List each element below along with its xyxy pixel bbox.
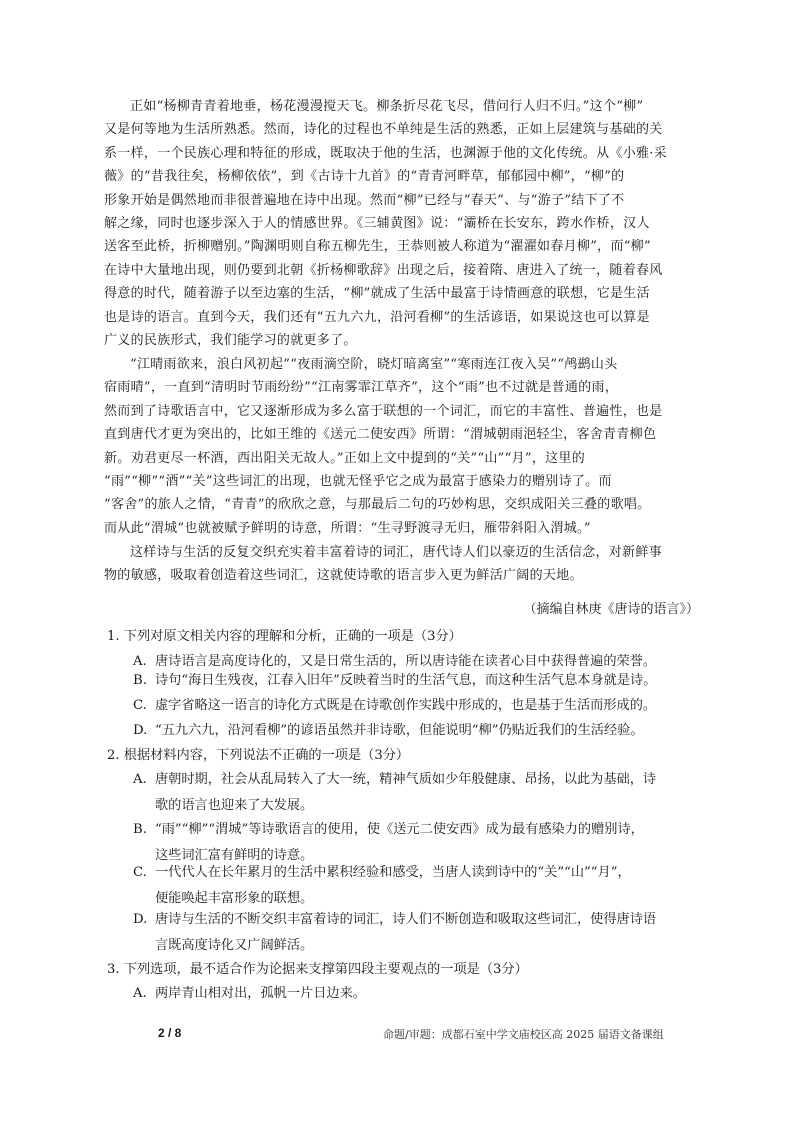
text-line: 薇》的“昔我往矣，杨柳依依”，到《古诗十九首》的“青青河畔草，郁郁园中柳”，“柳”的: [104, 169, 625, 185]
text-line: 解之缘，同时也逐步深入于人的情感世界。《三辅黄图》说：“灞桥在长安东，跨水作桥，汉人: [104, 216, 650, 232]
text-line: 在诗中大量地出现，则仍要到北朝《折杨柳歌辞》出现之后，接着隋、唐进入了统一，随着春风: [104, 262, 663, 278]
option-text: 便能唤起丰富形象的联想。: [155, 890, 314, 906]
text-line: “雨”“柳”“酒”“关”这些词汇的出现，也就无怪乎它之成为最富于感染力的赠别诗了。而: [104, 474, 612, 490]
option-text: “五九六九，沿河看柳”的谚语虽然并非诗歌，但能说明“柳”仍贴近我们的生活经验。: [155, 723, 644, 738]
text-line: 新。劝君更尽一杯酒，西出阳关无故人。”正如上文中提到的“关”“山”“月”，这里的: [104, 450, 586, 466]
option-text: 一代代人在长年累月的生活中累积经验和感受，当唐人读到诗中的“关”“山”“月”，: [155, 865, 631, 880]
option-text: 唐诗语言是高度诗化的，又是日常生活的，所以唐诗能在读者心目中获得普遍的荣誉。: [155, 654, 657, 669]
text-line: 系一样，一个民族心理和特征的形成，既取决于他的生活，也渊源于他的文化传统。从《小雅·采: [104, 145, 668, 161]
option-text: 这些词汇富有鲜明的诗意。: [155, 847, 314, 863]
option-text: 两岸青山相对出，孤帆一片日边来。: [155, 986, 366, 1001]
text-line: “客舍”的旅人之情，“青青”的欣欣之意，与那最后二句的巧妙构思，交织成阳关三叠的歌唱。: [104, 497, 651, 513]
option-label: D.: [133, 912, 148, 927]
question-3-option-a: [133, 981, 701, 1007]
text-line: 广义的民族形式，我们能学习的就更多了。: [104, 333, 357, 349]
text-line: 而从此“渭城”也就被赋予鲜明的诗意，所谓：“生寻野渡寻无归，雁带斜阳入渭城。”: [104, 520, 591, 536]
option-text: 唐朝时期，社会从乱局转入了大一统，精神气质如少年般健康、昂扬，以此为基础，诗: [155, 772, 657, 787]
option-label: A.: [133, 654, 147, 669]
question-1-option-b: [133, 668, 701, 694]
text-line: 正如“杨柳青青着地垂，杨花漫漫搅天飞。柳条折尽花飞尽，借问行人归不归。”这个“柳”: [130, 99, 644, 114]
option-label: A.: [133, 772, 147, 787]
question-3-stem: 3. 下列选项，最不适合作为论据来支撑第四段主要观点的一项是（3分）: [107, 962, 528, 977]
text-line: 送客至此桥，折柳赠别。”陶渊明则自称五柳先生，王恭则被人称道为“濯濯如春月柳”，而“柳”: [104, 239, 651, 255]
option-text: 言既高度诗化又广阔鲜活。: [155, 937, 314, 953]
option-text: 诗句“海日生残夜，江春入旧年”反映着当时的生活气息，而这种生活气息本身就是诗。: [155, 673, 657, 688]
option-text: 歌的语言也迎来了大发展。: [155, 797, 314, 813]
question-1-option-c: [133, 693, 701, 719]
option-label: A.: [133, 986, 147, 1001]
text-line: 宿雨晴”，一直到“清明时节雨纷纷”“江南雾霏江草齐”，这个“雨”也不过就是普通的雨，: [104, 380, 619, 396]
question-2-option-d: [133, 907, 701, 958]
text-line: 形象开始是偶然地而非很普遍地在诗中出现。然而“柳”已经与“春天”、与“游子”结下了不: [104, 192, 625, 208]
option-text: “雨”“柳”“渭城”等诗歌语言的使用，使《送元二使安西》成为最有感染力的赠别诗，: [155, 822, 644, 837]
footer-credit: 命题/审题：成都石室中学文庙校区高 2025 届语文备课组: [383, 1028, 664, 1041]
passage-paragraph-2: [104, 353, 699, 540]
option-label: C.: [133, 865, 147, 880]
text-line: 直到唐代才更为突出的，比如王维的《送元二使安西》所谓：“渭城朝雨浥轻尘，客舍青青柳色: [104, 427, 657, 443]
question-2-option-a: [133, 767, 701, 818]
page-number: 2 / 8: [158, 1026, 182, 1040]
text-line: “江晴雨欲来，浪白风初起”“夜雨滴空阶，晓灯暗离室”“寒雨连江夜入吴”“鸬鹚山头: [130, 357, 618, 372]
option-label: B.: [133, 673, 147, 688]
question-2-option-c: [133, 860, 701, 911]
question-1-option-d: [133, 718, 701, 744]
text-line: 也是诗的语言。直到今天，我们还有“五九六九，沿河看柳”的生活谚语，如果说这也可以算是: [104, 309, 650, 325]
question-2-stem: 2. 根据材料内容，下列说法不正确的一项是（3分）: [107, 748, 410, 763]
text-line: 这样诗与生活的反复交织充实着丰富着诗的词汇，唐代诗人们以豪迈的生活信念，对新鲜事: [130, 545, 663, 560]
option-text: 虚字省略这一语言的诗化方式既是在诗歌创作实践中形成的，也是基于生活而形成的。: [155, 698, 657, 713]
text-line: 又是何等地为生活所熟悉。然而，诗化的过程也不单纯是生活的熟悉，正如上层建筑与基础的关: [104, 122, 663, 138]
option-label: B.: [133, 822, 147, 837]
passage-paragraph-3: [104, 541, 699, 588]
question-1-stem: 1. 下列对原文相关内容的理解和分析，正确的一项是（3分）: [107, 629, 462, 644]
source-citation: （摘编自林庚《唐诗的语言》）: [523, 602, 699, 617]
option-label: D.: [133, 723, 148, 738]
text-line: 物的敏感，吸取着创造着这些词汇，这就使诗歌的语言步入更为鲜活广阔的天地。: [104, 568, 583, 584]
text-line: 得意的时代，随着游子以至边塞的生活，“柳”就成了生活中最富于诗情画意的联想，它是生活: [104, 286, 650, 302]
passage-paragraph-1: [104, 95, 699, 352]
option-text: 唐诗与生活的不断交织丰富着诗的词汇，诗人们不断创造和吸取这些词汇，使得唐诗语: [155, 912, 657, 927]
option-label: C.: [133, 698, 147, 713]
text-line: 然而到了诗歌语言中，它又逐渐形成为多么富于联想的一个词汇，而它的丰富性、普遍性，也是: [104, 403, 663, 419]
